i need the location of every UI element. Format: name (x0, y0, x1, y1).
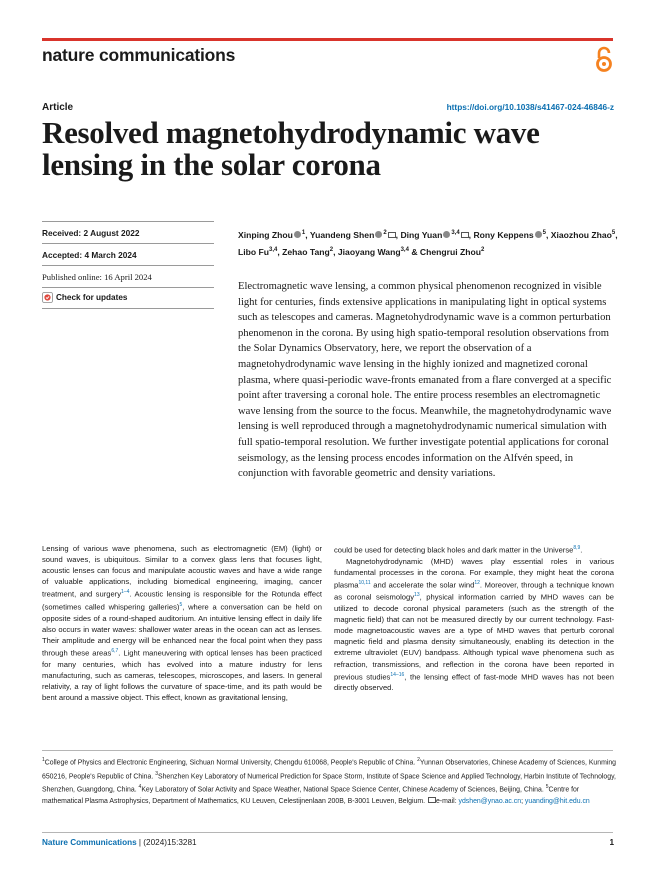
meta-divider (42, 287, 214, 288)
accepted-label: Accepted: (42, 250, 83, 260)
author-name[interactable]: Libo Fu (238, 246, 270, 257)
body-text: , the lensing effect of fast-mode MHD waves has not been directly observed. (334, 672, 614, 693)
email-separator: ; (521, 798, 525, 806)
open-access-icon (594, 46, 614, 74)
meta-divider (42, 265, 214, 266)
citation-ref[interactable]: 12 (474, 579, 480, 586)
meta-divider (42, 308, 214, 309)
orcid-icon[interactable] (375, 231, 382, 238)
email-link[interactable]: yuanding@hit.edu.cn (524, 798, 590, 806)
email-icon[interactable] (388, 232, 396, 238)
check-for-updates-button[interactable] (42, 292, 127, 303)
email-link[interactable]: ydshen@ynao.ac.cn (458, 798, 522, 806)
author-name[interactable]: Yuandeng Shen (309, 229, 375, 240)
affiliation-ref: 3,4 (451, 230, 460, 236)
accepted-value: 4 March 2024 (84, 250, 137, 260)
body-text: , physical information carried by MHD waves can be utilized to decode coronal physical parameters (such as the strength of the magnetic field) that can not be measured directly by our current technology. Fast-mode magnetoacoustic waves are a type of MHD waves that perturb coronal magnetic field and plasma density simultaneously, enabling its detection in the extreme ultraviolet (EUV) bandpass. Although typical wave phenomena such as refraction, transmissions, and reflection in the corona have been reported in previous studies (334, 592, 614, 682)
doi-link[interactable]: https://doi.org/10.1038/s41467-024-46846-z (446, 102, 614, 112)
affiliation-ref: 3,4 (400, 246, 409, 253)
citation-ref[interactable]: 13 (414, 592, 420, 599)
article-type: Article (42, 102, 74, 113)
body-paragraph (334, 543, 614, 556)
article-title: Resolved magnetohydrodynamic wave lensing in the solar corona (42, 115, 540, 182)
meta-divider (42, 221, 214, 222)
author-name[interactable]: Ding Yuan (400, 229, 443, 240)
author-name[interactable]: Chengrui Zhou (419, 246, 482, 257)
affiliation-text: Shenzhen Key Laboratory of Numerical Prediction for Space Storm, Institute of Space Science and Applied Technology, Harbin Institute of Technology, Shenzhen, Guangdong, China. (42, 773, 616, 794)
affiliation-number: 5 (545, 784, 549, 791)
body-column-left (42, 543, 322, 703)
affiliation-ref: 2 (481, 246, 485, 253)
published-date: Published online: 16 April 2024 (42, 272, 152, 282)
email-label: e-mail: (435, 798, 459, 806)
author-name[interactable]: Zehao Tang (282, 246, 330, 257)
body-text: and accelerate the solar wind (370, 580, 475, 590)
journal-header-bar (42, 38, 613, 41)
meta-divider (42, 243, 214, 244)
email-icon (428, 797, 436, 803)
received-value: 2 August 2022 (83, 228, 140, 238)
author-name[interactable]: Jiaoyang Wang (337, 246, 401, 257)
body-text: Lensing of various wave phenomena, such as electromagnetic (EM) (light) or sound waves, is ubiquitous. Similar to a convex glass lens that focuses light, acoustic lenses can focus and manipulate acoustic waves and have a wide range of valuable applications, including biomedical engineering, imaging, cancer treatment, and surgery (42, 544, 322, 599)
affiliation-text: Key Laboratory of Solar Activity and Space Weather, National Space Science Center, Chinese Academy of Sciences, Beijing, China. (141, 786, 546, 794)
orcid-icon[interactable] (294, 231, 301, 238)
footer-volume: | (2024)15:3281 (136, 838, 197, 847)
page-number: 1 (609, 838, 614, 847)
footer-journal-name[interactable]: Nature Communications (42, 838, 137, 847)
affiliation-ref: 1 (301, 230, 306, 236)
affiliation-number: 2 (417, 757, 420, 763)
affiliation-ref: 3,4 (269, 246, 278, 253)
body-text: . Moreover, through a technique known as coronal seismology (334, 580, 614, 602)
footer-citation (42, 838, 197, 847)
affiliation-number: 4 (138, 784, 142, 791)
body-text: could be used for detecting black holes and dark matter in the Universe (334, 545, 574, 555)
author-name[interactable]: Xiaozhou Zhao (550, 229, 612, 240)
affiliation-ref: 2 (329, 246, 334, 253)
affiliation-text: College of Physics and Electronic Engineering, Sichuan Normal University, Chengdu 610068, People's Republic of China. (44, 759, 418, 767)
body-text: , where a conversation can be held on opposite sides of a round-shaped auditorium. An intuitive lensing effect in daily life also occurs in water waves: shallower water areas in the ocean can act as lenses. Their amplitude and energy will be enhanced near the focal point when they pass through these areas (42, 602, 322, 658)
email-icon[interactable] (461, 232, 469, 238)
body-text: Magnetohydrodynamic (MHD) waves play essential roles in various fundamental processes in the corona. For example, they might heat the corona plasma (334, 556, 614, 590)
citation-ref[interactable]: 14–16 (390, 671, 405, 678)
author-name[interactable]: Xinping Zhou (238, 229, 293, 240)
affiliation-text: Centre for mathematical Plasma Astrophysics, Department of Mathematics, KU Leuven, Celestijnenlaan 200B, B-3001 Leuven, Belgium. (42, 786, 580, 806)
citation-ref[interactable]: 5 (179, 602, 183, 608)
citation-ref[interactable]: 10,11 (358, 579, 371, 586)
affiliation-number: 1 (42, 757, 45, 763)
body-text: . Light maneuvering with optical lenses has been practiced for many centuries, which has evolved into a mature industry for lens manufacturing, such as cameras, telescopes, microscopes, and lasers. In general relativity, a ray of light follows the curvature of space-time, and its path would be bent around a massive object. This effect, known as gravitational lensing, (42, 648, 323, 702)
abstract: Electromagnetic wave lensing, a common physical phenomenon recognized in visible light for centuries, finds extensive applications in manipulating light in optical systems such as telescopes and cameras. Magnetohydrodynamic wave is a common perturbation phenomenon in the corona. By using high spatio-temporal resolution observations from the Solar Dynamics Observatory, here, we report the observation of a magnetohydrodynamic wave lensing in the highly ionized and magnetized coronal plasma, where quasi-periodic wave-fronts emanated from a flare converged at a specific point after traversing a coronal hole. The entire process resembles an electromagnetic wave lensing from the source to the focus. Meanwhile, the magnetohydrodynamic wave lensing is well reproduced through a magnetohydrodynamic numerical simulation with full spatio-temporal resolution. We further investigate potential applications for coronal seismology, as the lensing process encodes information on the Alfvén speed, in conjunction with favorable geometric and density variations. (238, 281, 612, 480)
body-paragraph (334, 556, 614, 694)
affiliation-number: 3 (155, 770, 158, 777)
footnote-divider (42, 750, 613, 751)
orcid-icon[interactable] (535, 231, 542, 238)
affiliation-ref: 2 (383, 230, 387, 236)
citation-ref[interactable]: 8,9 (573, 545, 581, 551)
affiliation-text: Yunnan Observatories, Chinese Academy of Sciences, Kunming 650216, People's Republic of China. (42, 759, 617, 780)
author-name[interactable]: Rony Keppens (473, 229, 534, 240)
orcid-icon[interactable] (443, 231, 450, 238)
journal-name[interactable]: nature communications (42, 45, 236, 65)
received-label: Received: (42, 228, 82, 238)
accepted-date (42, 250, 137, 260)
body-text: . Acoustic lensing is responsible for the Rotunda effect (sometimes called whispering galleries) (42, 589, 323, 612)
footer-divider (42, 832, 613, 833)
affiliations-footnote (42, 755, 617, 808)
received-date (42, 228, 139, 238)
affiliation-ref: 5 (542, 230, 546, 236)
citation-ref[interactable]: 6,7 (111, 647, 119, 654)
body-column-right (334, 543, 614, 693)
affiliation-ref: 5 (611, 230, 616, 236)
check-updates-label: Check for updates (56, 293, 128, 302)
check-updates-icon (42, 292, 53, 303)
body-text: . (580, 545, 583, 555)
author-list: Xinping Zhou $^1$, Yuandeng Shen $^2$ , Ding Yuan $^{3,4}$ , Rony Keppens $^5$, Xiaozhou Zhao$^5$, Libo Fu$^{3,4}$, Zehao Tang$^2$, Jiaoyang Wang$^{3,4}$ & Chengrui Zhou$^2$ (238, 229, 618, 257)
citation-ref[interactable]: 1–4 (121, 589, 130, 596)
